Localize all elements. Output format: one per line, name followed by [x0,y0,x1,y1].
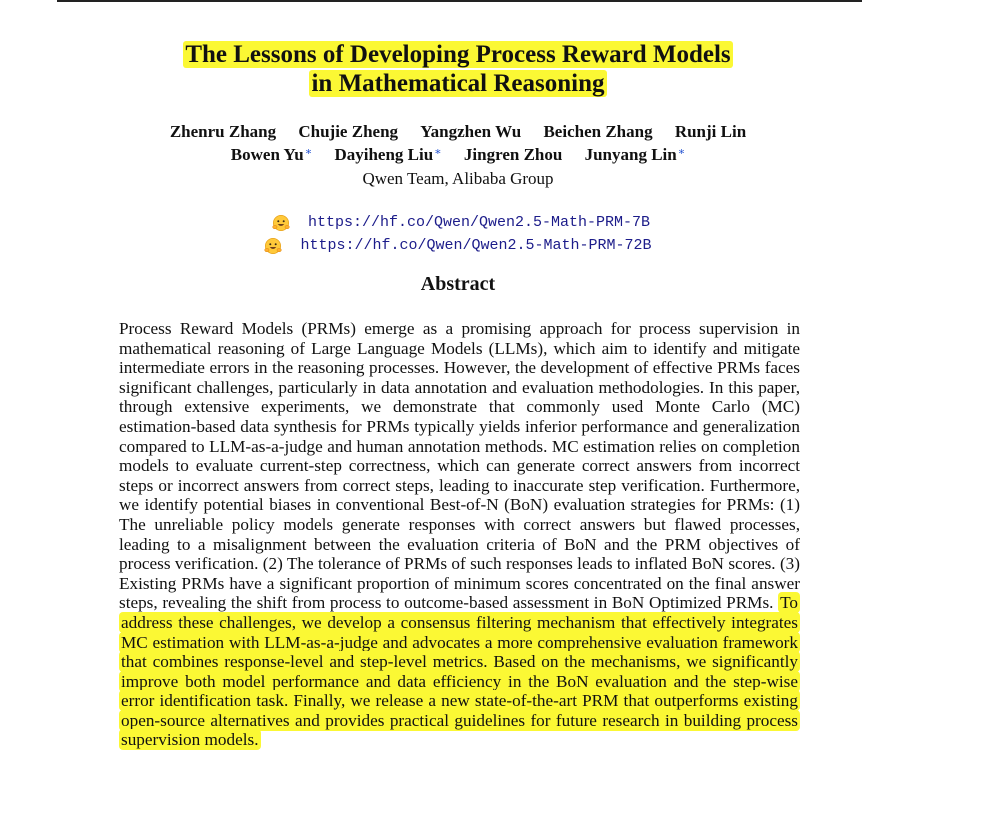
author-row-1 [0,122,916,142]
author-name [231,145,312,164]
corresponding-mark: ∗ [434,146,442,158]
hugging-face-icon [272,214,290,232]
corresponding-mark: ∗ [304,146,313,158]
abstract-heading: Abstract [420,273,496,295]
paper-title [0,40,916,98]
author-name: Zhenru Zhang [169,122,277,141]
author-name-text: Dayiheng Liu [334,145,434,164]
title-line-2: in Mathematical Reasoning [311,70,605,97]
title-line-1: The Lessons of Developing Process Reward Models [185,41,731,68]
author-name-text: Bowen Yu [230,145,304,164]
author-row-2 [0,142,916,165]
model-links [0,211,916,257]
model-link-72b[interactable]: https://hf.co/Qwen/Qwen2.5-Math-PRM-72B [300,237,652,254]
link-row [0,234,916,257]
abstract-highlighted-text: To address these challenges, we develop a consensus filtering mechanism that effectively integrates MC estimation with LLM-as-a-judge and advocates a more comprehensive evaluation framework that combines response-level and step-level metrics. Based on the mechanisms, we significantly improve both model performance and data efficiency in the BoN evaluation and the step-wise error identification task. Finally, we release a new state-of-the-art PRM that outperforms existing open-source alternatives and provides practical guidelines for future research in building process supervision models. [121,593,799,750]
author-name: Runji Lin [674,122,747,141]
link-row [0,211,916,234]
author-list [0,122,916,165]
author-name-text: Junyang Lin [584,145,677,164]
author-name [334,145,441,164]
corresponding-mark: ∗ [677,146,686,158]
author-name [585,145,686,164]
author-name: Chujie Zheng [298,122,399,141]
model-link-7b[interactable]: https://hf.co/Qwen/Qwen2.5-Math-PRM-7B [307,214,651,231]
affiliation: Qwen Team, Alibaba Group [362,169,554,188]
abstract-text [119,319,800,750]
hugging-face-icon [264,237,282,255]
author-name: Jingren Zhou [463,145,563,164]
abstract-plain-text: Process Reward Models (PRMs) emerge as a promising approach for process supervision in mathematical reasoning of Large Language Models (LLMs), which aim to identify and mitigate intermediate errors in the reasoning processes. However, the development of effective PRMs faces significant challenges, particularly in data annotation and evaluation methodologies. In this paper, through extensive experiments, we demonstrate that commonly used Monte Carlo (MC) estimation-based data synthesis for PRMs typically yields inferior performance and generalization compared to LLM-as-a-judge and human annotation methods. MC estimation relies on completion models to evaluate current-step correctness, which can generate correct answers from incorrect steps or incorrect answers from correct steps, leading to inaccurate step verification. Furthermore, we identify potential biases in conventional Best-of-N (BoN) evaluation strategies for PRMs: (1) The unreliable policy models generate responses with correct answers but flawed processes, leading to a misalignment between the evaluation criteria of BoN and the PRM objectives of process verification. (2) The tolerance of PRMs of such responses leads to inflated BoN scores. (3) Existing PRMs have a significant proportion of minimum scores concentrated on the final answer steps, revealing the shift from process to outcome-based assessment in BoN Optimized PRMs. [119,319,800,613]
author-name: Yangzhen Wu [420,122,522,141]
top-rule [57,0,862,2]
author-name: Beichen Zhang [543,122,653,141]
